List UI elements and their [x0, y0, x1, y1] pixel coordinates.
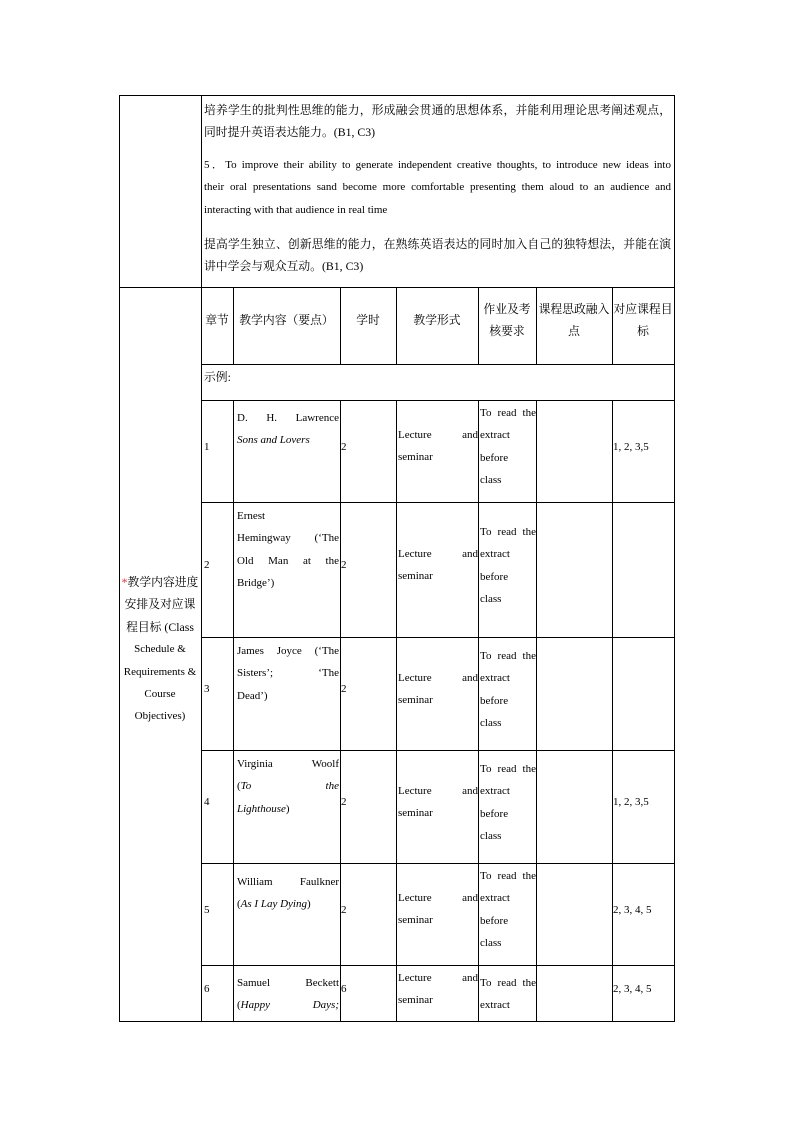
row-assignment — [480, 645, 536, 735]
schedule-label-line: 安排及对应课 — [124, 597, 196, 612]
paragraph-line: 5．To improve their ability to generate independent creative thoughts, to introduce new ideas into — [204, 159, 671, 171]
header-text: 对应课程目 — [613, 302, 673, 316]
content-line: Bridge’) — [237, 577, 275, 590]
assignment-line: extract — [480, 548, 510, 561]
assignment-line: To read the — [480, 870, 536, 882]
table-rule — [201, 750, 675, 751]
paragraph-line: 讲中学会与观众互动。(B1, C3) — [204, 259, 364, 274]
schedule-label — [119, 571, 201, 728]
table-rule — [201, 965, 675, 966]
assignment-line: class — [480, 830, 502, 843]
content-line — [237, 893, 339, 915]
paren: ( — [237, 898, 241, 911]
assignment-line: extract — [480, 429, 510, 442]
content-line — [237, 775, 339, 797]
schedule-label-text: 教学内容进度 — [127, 575, 199, 589]
work-title: As I Lay Dying — [240, 898, 307, 911]
assignment-line: class — [480, 937, 502, 950]
paren: ( — [237, 780, 241, 793]
assignment-line: extract — [480, 892, 510, 905]
content-line: Samuel Beckett — [237, 977, 339, 989]
row-format — [398, 887, 478, 932]
row-hours: 2 — [341, 683, 347, 695]
schedule-label-line: Course — [144, 687, 176, 700]
row-format — [398, 667, 478, 712]
header-text: 教学内容（要点） — [239, 313, 334, 327]
row-chapter: 5 — [204, 904, 210, 916]
row-hours: 2 — [341, 904, 347, 916]
table-rule — [201, 95, 202, 1022]
header-chapter — [201, 309, 233, 331]
format-line: Lecture and — [398, 429, 478, 441]
content-line: D. H. Lawrence — [237, 412, 339, 424]
row-objectives: 2, 3, 4, 5 — [613, 904, 652, 916]
row-format — [398, 967, 478, 1012]
row-format — [398, 780, 478, 825]
paragraph-line: 提高学生独立、创新思维的能力，在熟练英语表达的同时加入自己的独特想法，并能在演 — [204, 237, 671, 251]
header-hours — [340, 309, 396, 331]
header-format — [396, 309, 478, 331]
content-line: Sisters’; ‘The — [237, 667, 339, 680]
assignment-line: before — [480, 807, 509, 820]
row-objectives: 2, 3, 4, 5 — [613, 983, 652, 995]
assignment-line: before — [480, 694, 509, 707]
assignment-line: before — [480, 570, 509, 583]
table-rule — [674, 95, 675, 1022]
format-line: seminar — [398, 807, 433, 820]
row-content — [237, 505, 339, 595]
row-hours: 2 — [341, 796, 347, 808]
assignment-line: class — [480, 474, 502, 487]
format-line: seminar — [398, 451, 433, 464]
format-line: Lecture and — [398, 892, 478, 904]
content-line: Dead’) — [237, 689, 268, 702]
row-chapter: 6 — [204, 983, 210, 995]
row-content — [237, 871, 339, 916]
row-hours: 2 — [341, 559, 347, 571]
row-assignment — [480, 758, 536, 848]
table-rule — [201, 502, 675, 503]
paragraph-line: 同时提升英语表达能力。(B1, C3) — [204, 125, 376, 140]
content-line — [237, 994, 339, 1016]
format-line: seminar — [398, 914, 433, 927]
table-rule — [201, 863, 675, 864]
content-line: William Faulkner — [237, 876, 339, 888]
format-line: Lecture and — [398, 672, 478, 684]
table-rule — [478, 400, 479, 1022]
content-line — [237, 798, 339, 820]
header-objectives — [612, 298, 674, 343]
paragraph-line: interacting with that audience in real time — [204, 203, 388, 216]
content-line: Old Man at the — [237, 554, 339, 567]
row-objectives: 1, 2, 3,5 — [613, 441, 649, 453]
row-chapter: 2 — [204, 559, 210, 571]
table-rule — [119, 95, 120, 1022]
schedule-label-line: Requirements & — [123, 665, 197, 678]
required-marker: * — [121, 575, 128, 589]
row-assignment — [480, 865, 536, 955]
paren: ) — [285, 802, 290, 815]
assignment-line: before — [480, 914, 509, 927]
table-rule — [201, 364, 675, 365]
table-rule — [119, 1021, 675, 1022]
table-rule — [396, 400, 397, 1022]
row-content — [237, 407, 339, 452]
table-rule — [119, 95, 675, 96]
row-chapter: 3 — [204, 683, 210, 695]
row-content — [237, 640, 339, 707]
content-line: Virginia Woolf — [237, 758, 339, 770]
header-text: 教学形式 — [413, 313, 461, 327]
row-objectives: 1, 2, 3,5 — [613, 796, 649, 808]
assignment-line: class — [480, 593, 502, 606]
header-text: 点 — [568, 324, 580, 339]
schedule-label-line: Objectives) — [134, 710, 186, 723]
assignment-line: To read the — [480, 763, 536, 775]
header-text: 课程思政融入 — [538, 302, 610, 316]
row-assignment — [480, 521, 536, 611]
row-assignment — [480, 402, 536, 492]
row-hours: 2 — [341, 441, 347, 453]
content-line: Hemingway (‘The — [237, 532, 339, 545]
content-line: James Joyce (‘The — [237, 645, 339, 657]
work-title: Happy Days; — [240, 999, 339, 1012]
format-line: Lecture and — [398, 972, 478, 984]
header-ideology — [536, 298, 612, 343]
paragraph-line: 培养学生的批判性思维的能力，形成融会贯通的思想体系，并能利用理论思考阐述观点， — [204, 103, 671, 117]
format-line: seminar — [398, 694, 433, 707]
paren: ( — [237, 999, 241, 1012]
assignment-line: To read the — [480, 650, 536, 662]
paren: ) — [306, 898, 311, 911]
assignment-line: extract — [480, 999, 510, 1012]
format-line: Lecture and — [398, 785, 478, 797]
format-line: seminar — [398, 994, 433, 1007]
assignment-line: To read the — [480, 407, 536, 419]
objective-paragraph-en — [204, 154, 671, 221]
table-rule — [536, 400, 537, 1022]
table-rule — [201, 400, 675, 401]
assignment-line: class — [480, 717, 502, 730]
row-content — [237, 753, 339, 820]
row-hours: 6 — [341, 983, 347, 995]
example-label: 示例: — [204, 370, 231, 384]
assignment-line: extract — [480, 785, 510, 798]
assignment-line: extract — [480, 672, 510, 685]
header-assignment — [478, 298, 536, 343]
assignment-line: before — [480, 451, 509, 464]
row-format — [398, 543, 478, 588]
row-format — [398, 424, 478, 469]
format-line: seminar — [398, 570, 433, 583]
header-text: 核要求 — [489, 324, 525, 339]
header-text: 作业及考 — [483, 302, 531, 316]
work-title: Lighthouse — [237, 802, 286, 815]
format-line: Lecture and — [398, 548, 478, 560]
schedule-label-line — [119, 571, 201, 593]
header-text: 学时 — [356, 313, 380, 327]
header-text: 章节 — [205, 313, 229, 327]
work-title: Sons and Lovers — [237, 434, 310, 447]
table-rule — [201, 637, 675, 638]
row-assignment — [480, 972, 536, 1017]
header-content — [233, 309, 340, 331]
paragraph-line: their oral presentations sand become more comfortable presenting them aloud to an audience and — [204, 181, 671, 194]
schedule-label-line: 程目标 (Class — [126, 619, 194, 634]
table-rule — [340, 400, 341, 1022]
content-line: Ernest — [237, 510, 266, 522]
table-rule — [233, 400, 234, 1022]
assignment-line: To read the — [480, 977, 536, 989]
objective-paragraph-zh-5 — [204, 233, 671, 278]
assignment-line: To read the — [480, 526, 536, 538]
objective-paragraph-zh — [204, 99, 671, 144]
table-rule — [612, 400, 613, 1022]
row-content — [237, 972, 339, 1017]
row-chapter: 4 — [204, 796, 210, 808]
work-title: To the — [240, 780, 339, 793]
row-chapter: 1 — [204, 441, 210, 453]
schedule-label-line: Schedule & — [134, 643, 186, 656]
header-text: 标 — [637, 324, 649, 339]
table-rule — [119, 287, 675, 288]
